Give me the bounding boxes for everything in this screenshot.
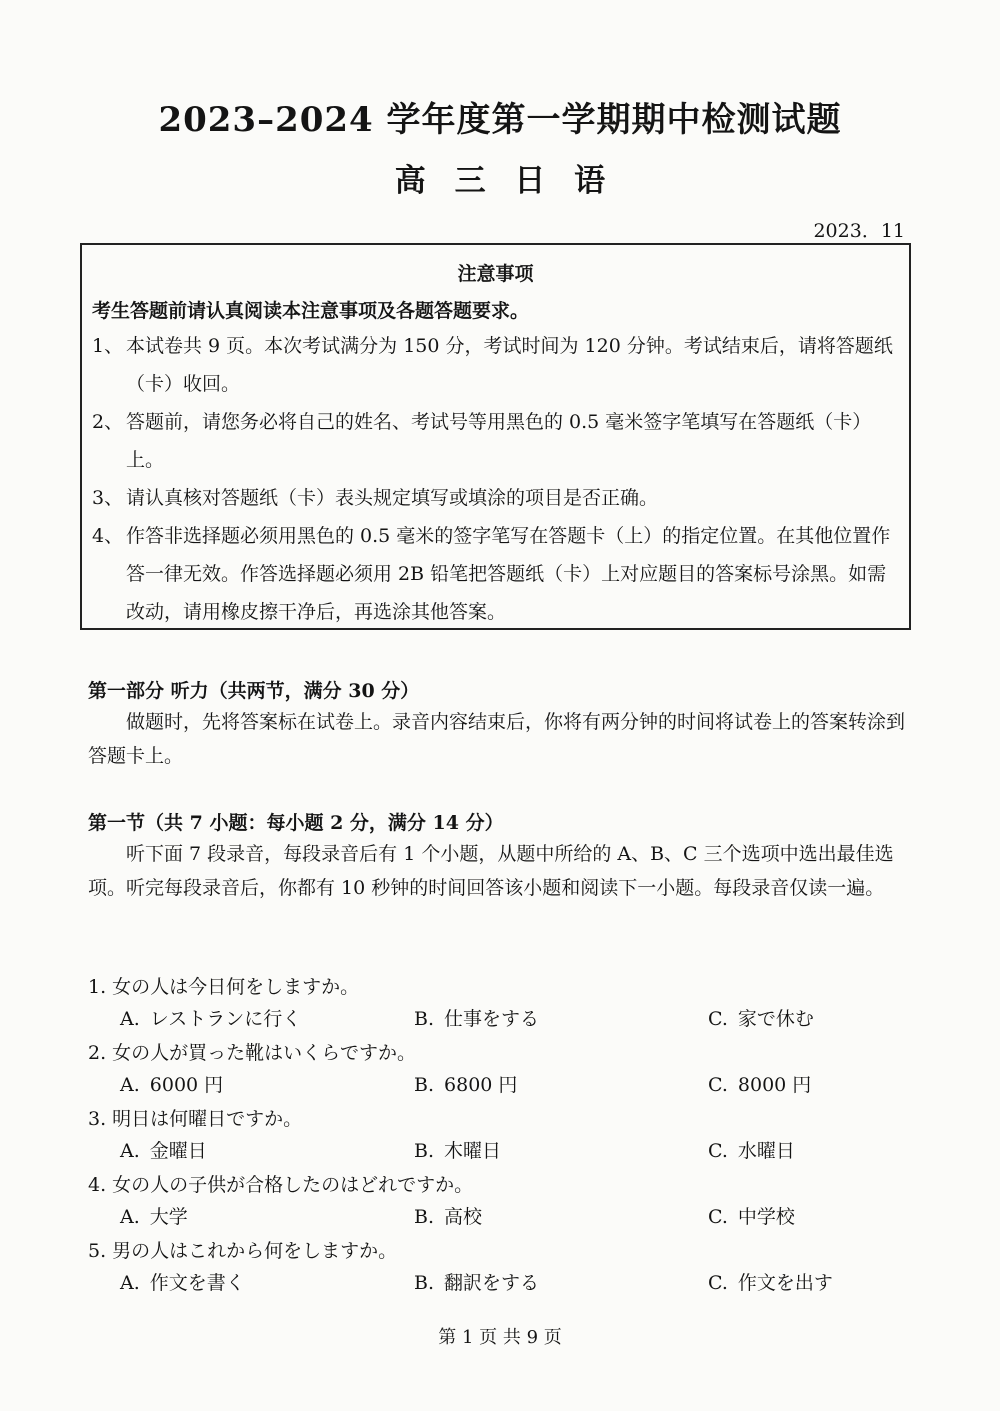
question [88, 1170, 918, 1236]
option-text: 水曜日 [737, 1140, 795, 1162]
option-text: 作文を書く [149, 1272, 245, 1294]
option-letter: C. [708, 1008, 728, 1030]
option-text: 大学 [149, 1206, 188, 1228]
exam-title: 2023–2024 学年度第一学期期中检测试题 [158, 100, 842, 140]
option-text: 金曜日 [149, 1140, 207, 1162]
question [88, 1236, 918, 1302]
notice-item-text: 请认真核对答题纸（卡）表头规定填写或填涂的项目是否正确。 [126, 487, 659, 509]
option-letter: C. [708, 1206, 728, 1228]
notice-item [92, 517, 901, 631]
question-list [88, 972, 918, 1302]
option-letter: A. [120, 1008, 140, 1030]
notice-item-number: 1、 [92, 335, 124, 357]
option-letter: B. [414, 1272, 435, 1294]
option-text: 8000 円 [737, 1074, 812, 1096]
option-text: レストランに行く [149, 1008, 302, 1030]
section1-instruction: 听下面 7 段录音，每段录音后有 1 个小题，从题中所给的 A、B、C 三个选项中选出最佳选项。听完每段录音后，你都有 10 秒钟的时间回答该小题和阅读下一小题。每段录音仅读一遍。 [88, 843, 894, 899]
part1-heading: 第一部分 听力（共两节，满分 30 分） [88, 680, 420, 702]
notice-title: 注意事项 [457, 263, 534, 285]
option-a [120, 1068, 414, 1102]
notice-item [92, 479, 901, 517]
exam-subtitle: 高 三 日 语 [394, 163, 606, 199]
option-text: 木曜日 [444, 1140, 502, 1162]
notice-item-text: 作答非选择题必须用黑色的 0.5 毫米的签字笔写在答题卡（上）的指定位置。在其他位置作答一律无效。作答选择题必须用 2B 铅笔把答题纸（卡）上对应题目的答案标号涂黑。如需改动，请用橡皮擦干净后，再选涂其他答案。 [126, 525, 891, 623]
question [88, 972, 918, 1038]
notice-item-text: 答题前，请您务必将自己的姓名、考试号等用黑色的 0.5 毫米签字笔填写在答题纸（卡）上。 [126, 411, 872, 471]
option-text: 中学校 [737, 1206, 795, 1228]
notice-box [80, 243, 911, 630]
option-text: 翻訳をする [444, 1272, 540, 1294]
section1-heading: 第一节（共 7 小题：每小题 2 分，满分 14 分） [88, 812, 504, 834]
option-letter: B. [414, 1008, 435, 1030]
question-stem: 5. 男の人はこれから何をしますか。 [88, 1240, 398, 1262]
option-letter: A. [120, 1140, 140, 1162]
option-b [414, 1002, 708, 1036]
question [88, 1038, 918, 1104]
question [88, 1104, 918, 1170]
option-letter: B. [414, 1074, 435, 1096]
option-a [120, 1134, 414, 1168]
option-a [120, 1200, 414, 1234]
notice-item [92, 403, 901, 479]
question-stem: 1. 女の人は今日何をしますか。 [88, 976, 360, 998]
notice-item-text: 本试卷共 9 页。本次考试满分为 150 分，考试时间为 120 分钟。考试结束后，请将答题纸（卡）收回。 [126, 335, 893, 395]
part1-instruction: 做题时，先将答案标在试卷上。录音内容结束后，你将有两分钟的时间将试卷上的答案转涂到答题卡上。 [88, 711, 906, 767]
question-stem: 4. 女の人の子供が合格したのはどれですか。 [88, 1174, 474, 1196]
notice-item-number: 2、 [92, 411, 124, 433]
exam-date: 2023．11 [813, 220, 905, 242]
option-letter: C. [708, 1074, 728, 1096]
option-text: 仕事をする [444, 1008, 540, 1030]
option-a [120, 1002, 414, 1036]
option-b [414, 1134, 708, 1168]
notice-item [92, 327, 901, 403]
part1-section [88, 676, 918, 773]
page-number: 第 1 页 共 9 页 [438, 1327, 562, 1348]
option-a [120, 1266, 414, 1300]
notice-item-number: 4、 [92, 525, 124, 547]
option-b [414, 1266, 708, 1300]
option-c [708, 1266, 833, 1300]
option-c [708, 1002, 814, 1036]
option-c [708, 1068, 811, 1102]
option-text: 作文を出す [737, 1272, 833, 1294]
question-stem: 2. 女の人が買った靴はいくらですか。 [88, 1042, 416, 1064]
option-b [414, 1200, 708, 1234]
option-letter: B. [414, 1206, 435, 1228]
option-b [414, 1068, 708, 1102]
option-text: 高校 [444, 1206, 483, 1228]
option-letter: C. [708, 1140, 728, 1162]
option-text: 家で休む [737, 1008, 814, 1030]
option-letter: C. [708, 1272, 728, 1294]
option-c [708, 1200, 795, 1234]
option-text: 6800 円 [444, 1074, 518, 1096]
notice-intro: 考生答题前请认真阅读本注意事项及各题答题要求。 [92, 300, 530, 322]
option-letter: A. [120, 1206, 140, 1228]
option-text: 6000 円 [149, 1074, 224, 1096]
question-stem: 3. 明日は何曜日ですか。 [88, 1108, 303, 1130]
section1 [88, 808, 918, 905]
notice-item-number: 3、 [92, 487, 124, 509]
option-letter: A. [120, 1272, 140, 1294]
option-letter: A. [120, 1074, 140, 1096]
option-letter: B. [414, 1140, 435, 1162]
option-c [708, 1134, 795, 1168]
